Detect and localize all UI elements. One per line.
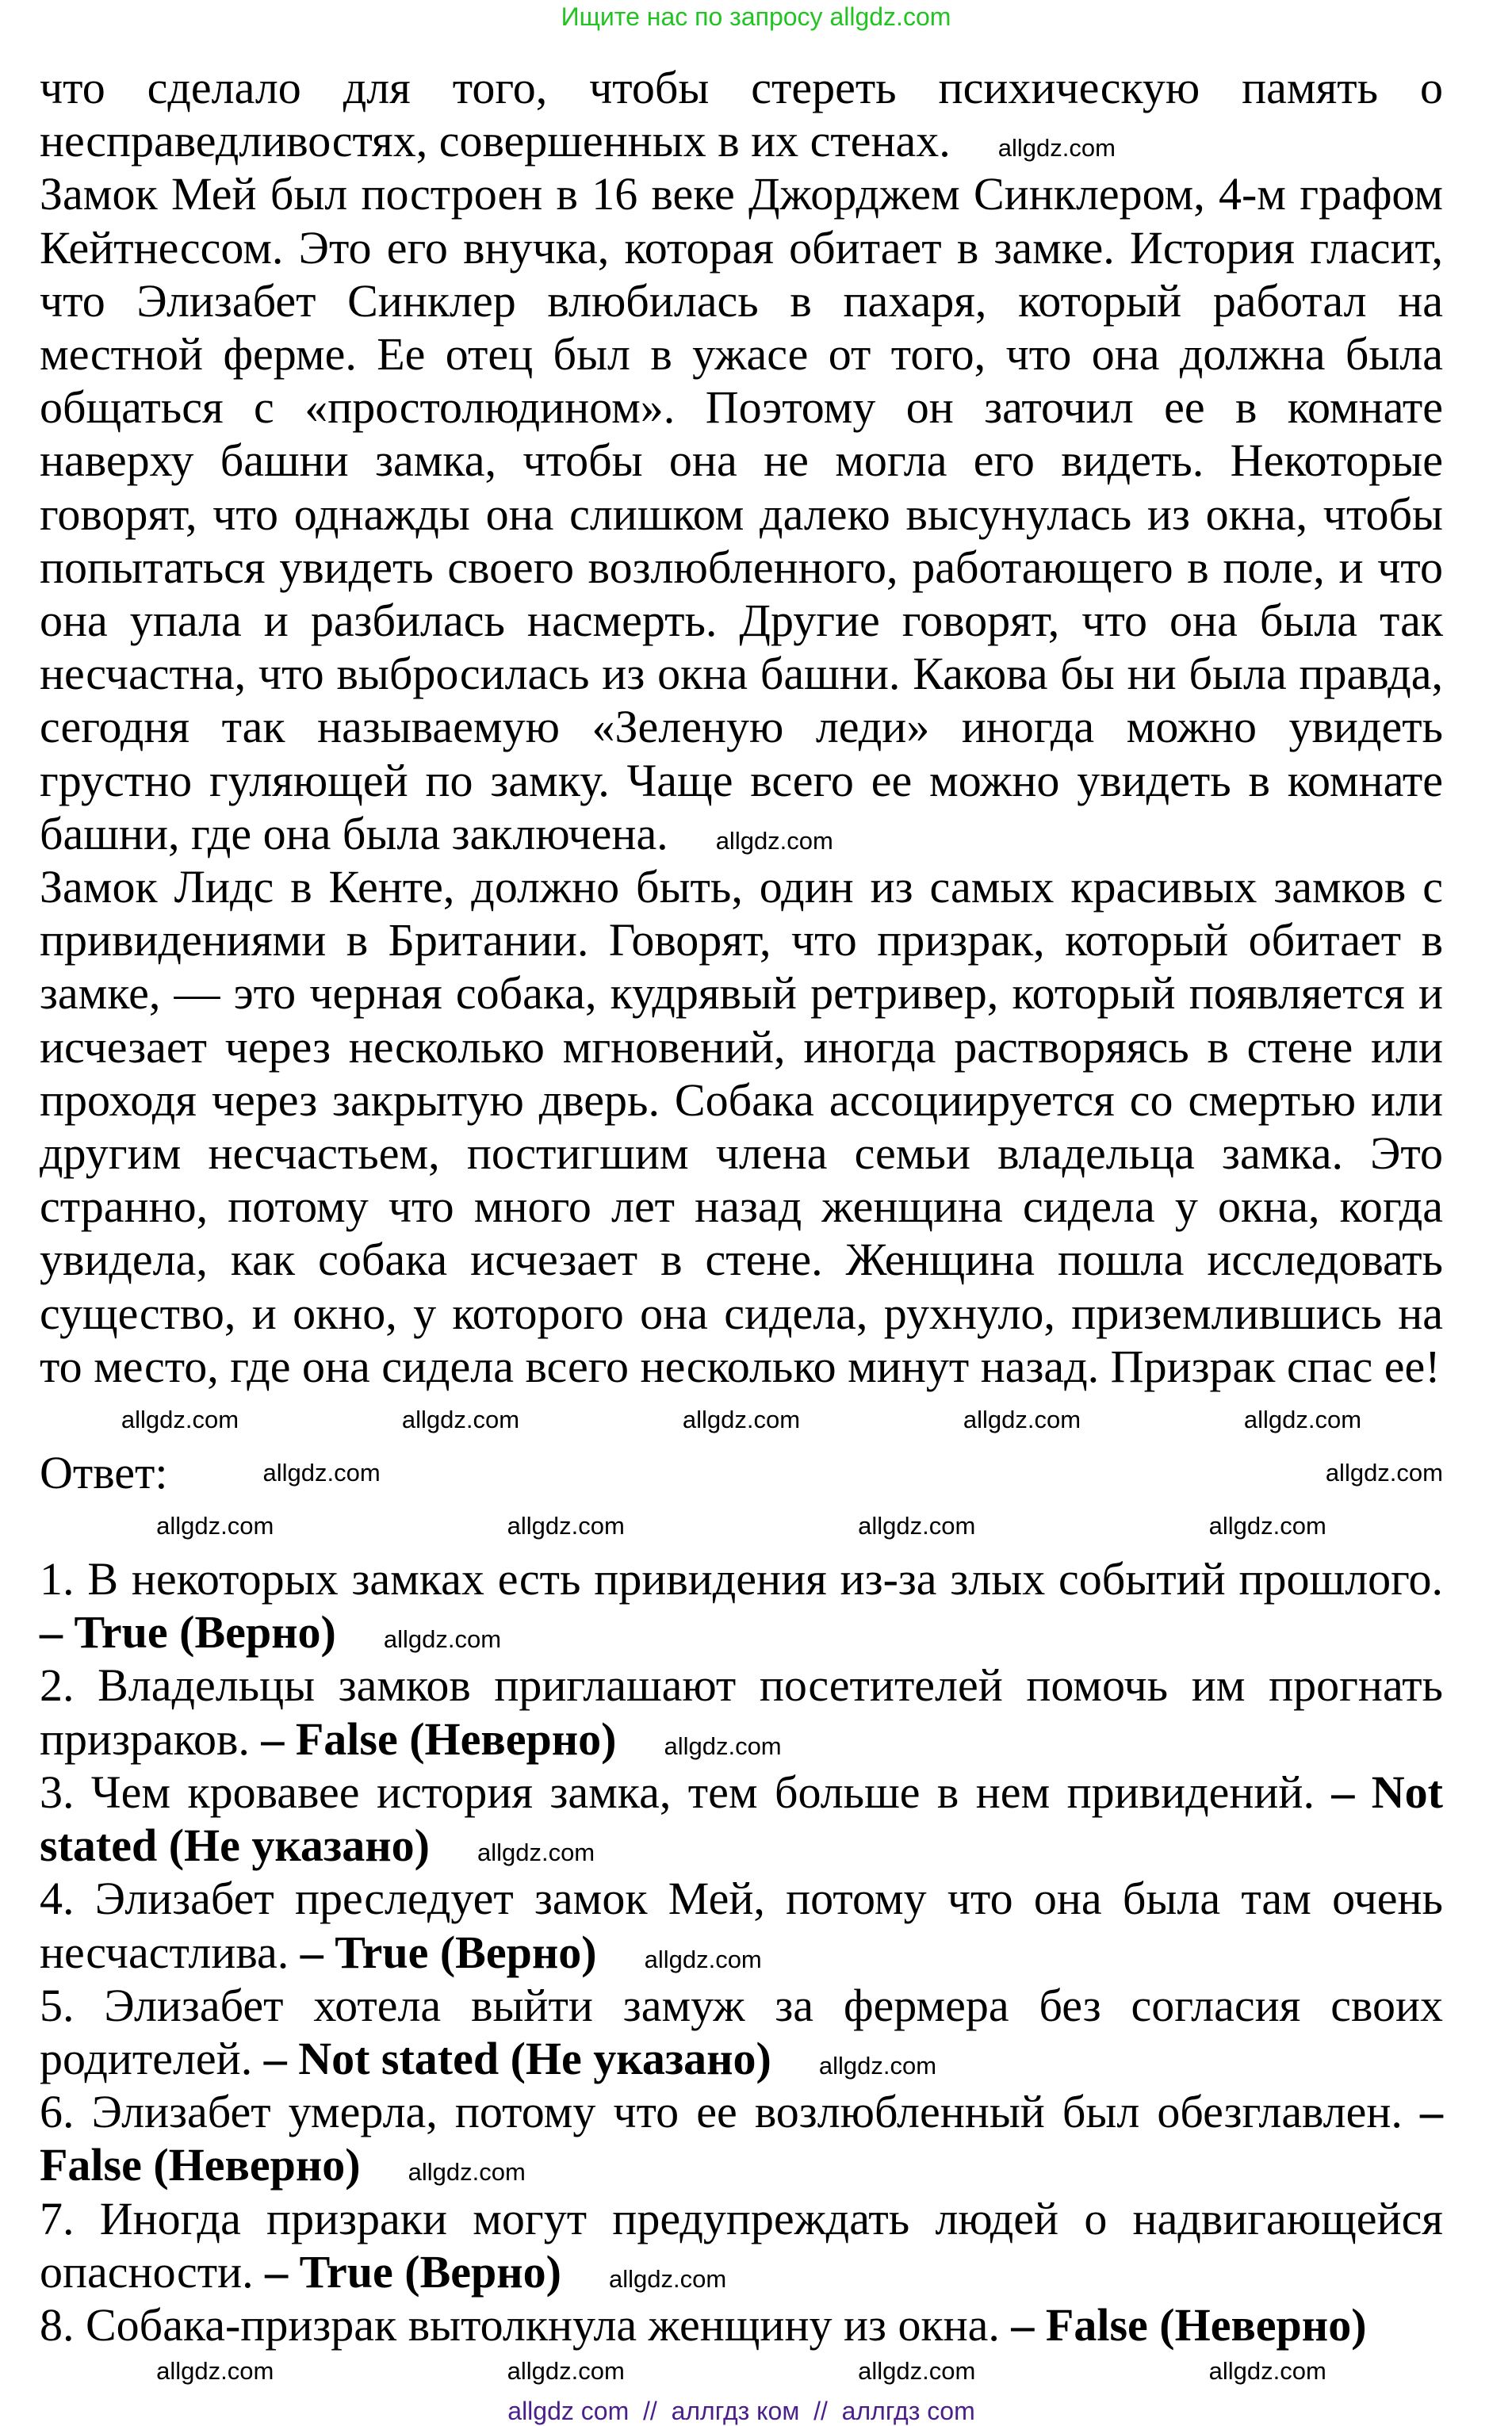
answer-item — [40, 1552, 1443, 1659]
paragraph — [40, 167, 1443, 860]
paragraph — [40, 860, 1443, 1393]
answer-text: 7. Иногда призраки могут предупреждать людей о надвигающейся опасности. — [40, 2192, 1443, 2298]
watermark: allgdz.com — [262, 1458, 381, 1487]
answer-item — [40, 1872, 1443, 1978]
answer-text: 2. Владельцы замков приглашают посетителей помочь им прогнать призраков. — [40, 1659, 1443, 1765]
answer-item — [40, 2298, 1443, 2351]
answer-item — [40, 1766, 1443, 1872]
answer-verdict: – True (Верно) — [265, 2245, 561, 2298]
watermark: allgdz.com — [818, 2051, 937, 2080]
watermark: allgdz.com — [963, 1405, 1081, 1433]
watermark: allgdz.com — [715, 826, 833, 855]
paragraph-text: что сделало для того, чтобы стереть психическую память о несправедливостях, совершенных в их стенах. — [40, 62, 1443, 167]
answer-label-row — [40, 1446, 1443, 1499]
watermark: allgdz.com — [507, 1511, 625, 1540]
watermark: allgdz.com — [156, 2357, 274, 2386]
watermark-row — [40, 1499, 1443, 1552]
watermark: allgdz.com — [664, 1731, 782, 1760]
watermark: allgdz.com — [408, 2158, 526, 2187]
watermark: allgdz.com — [121, 1405, 239, 1433]
watermark: allgdz.com — [858, 1511, 976, 1540]
watermark: allgdz.com — [644, 1945, 762, 1973]
document-body — [40, 61, 1443, 2426]
answer-text: 3. Чем кровавее история замка, тем больше в нем привидений. — [40, 1766, 1332, 1818]
answer-item — [40, 1979, 1443, 2085]
watermark: allgdz.com — [507, 2357, 625, 2386]
answer-item — [40, 1659, 1443, 1765]
watermark: allgdz.com — [156, 1511, 274, 1540]
answer-verdict: – Not stated (Не указано) — [263, 2032, 771, 2084]
watermark: allgdz.com — [1208, 1511, 1326, 1540]
paragraph — [40, 61, 1443, 167]
answer-verdict: – Not stated (Не указано) — [40, 1766, 1444, 1872]
paragraph-text: Замок Мей был построен в 16 веке Джорджем Синклером, 4-м графом Кейтнессом. Это его внучка, которая обитает в замке. История гласит, что Элизабет Синклер влюбилась в пахаря, который работал на местной ферме. Ее отец был в ужасе от того, что она должна была общаться с «простолюдином». Поэтому он заточил ее в комнате наверху башни замка, чтобы она не могла его видеть. Некоторые говорят, что однажды она слишком далеко высунулась из окна, чтобы попытаться увидеть своего возлюбленного, работающего в поле, и что она упала и разбилась насмерть. Другие говорят, что она была так несчастна, что выбросилась из окна башни. Какова бы ни была правда, сегодня так называемую «Зеленую леди» иногда можно увидеть грустно гуляющей по замку. Чаще всего ее можно увидеть в комнате башни, где она была заключена. — [40, 168, 1443, 859]
watermark-row — [40, 1393, 1443, 1446]
answer-verdict: – True (Верно) — [300, 1926, 597, 1978]
answer-verdict: – False (Неверно) — [40, 2086, 1443, 2191]
footer-watermark: allgdz com // аллгдз ком // аллгдз com — [507, 2397, 975, 2426]
answer-verdict: – False (Неверно) — [261, 1712, 617, 1765]
answer-item — [40, 2192, 1443, 2298]
watermark: allgdz.com — [1325, 1458, 1443, 1487]
answer-verdict: – False (Неверно) — [1011, 2298, 1367, 2351]
watermark: allgdz.com — [609, 2264, 727, 2293]
answer-text: 1. В некоторых замках есть привидения из-за злых событий прошлого. — [40, 1553, 1443, 1605]
watermark: allgdz.com — [1243, 1405, 1362, 1433]
answer-text: 6. Элизабет умерла, потому что ее возлюбленный был обезглавлен. — [40, 2086, 1420, 2138]
watermark: allgdz.com — [383, 1625, 502, 1654]
paragraph-text: Замок Лидс в Кенте, должно быть, один из самых красивых замков с привидениями в Британии. Говорят, что призрак, который обитает в замке, — это черная собака, кудрявый ретривер, который появляется и исчезает через несколько мгновений, иногда растворяясь в стене или проходя через закрытую дверь. Собака ассоциируется со смертью или другим несчастьем, постигшим члена семьи владельца замка. Это странно, потому что много лет назад женщина сидела у окна, когда увидела, как собака исчезает в стене. Женщина пошла исследовать существо, и окно, у которого она сидела, рухнуло, приземлившись на то место, где она сидела всего несколько минут назад. Призрак спас ее! — [40, 861, 1443, 1392]
answer-text: 8. Собака-призрак вытолкнула женщину из окна. — [40, 2298, 1012, 2351]
watermark: allgdz.com — [477, 1839, 595, 1867]
answer-text: 4. Элизабет преследует замок Мей, потому что она была там очень несчастлива. — [40, 1873, 1443, 1978]
answer-label: Ответ: — [40, 1447, 168, 1499]
answer-verdict: – True (Верно) — [40, 1606, 336, 1659]
watermark: allgdz.com — [401, 1405, 520, 1433]
watermark: allgdz.com — [1208, 2357, 1326, 2386]
watermark: allgdz.com — [997, 134, 1116, 163]
watermark: allgdz.com — [682, 1405, 801, 1433]
answer-text: 5. Элизабет хотела выйти замуж за фермера без согласия своих родителей. — [40, 1979, 1443, 2084]
search-banner: Ищите нас по запросу allgdz.com — [561, 2, 951, 31]
watermark: allgdz.com — [858, 2357, 976, 2386]
watermark-row — [40, 2351, 1443, 2391]
answer-item — [40, 2085, 1443, 2191]
